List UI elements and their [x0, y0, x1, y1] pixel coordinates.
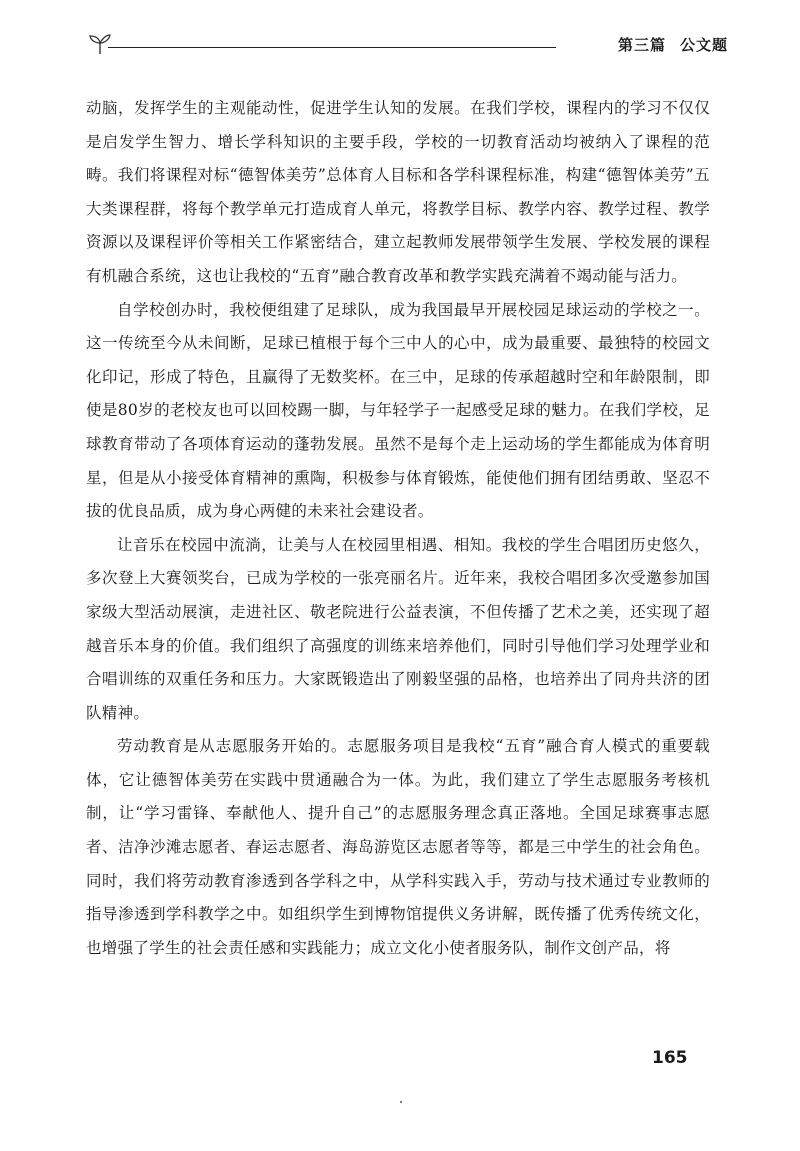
header-title	[618, 34, 728, 55]
header-section: 公文题	[679, 36, 728, 54]
running-header	[88, 32, 728, 62]
sprout-icon	[88, 32, 112, 56]
paragraph-1: 动脑，发挥学生的主观能动性，促进学生认知的发展。在我们学校，课程内的学习不仅仅是启发学生智力、增长学科知识的主要手段，学校的一切教育活动均被纳入了课程的范畴。我们将课程对标“德智体美劳”总体育人目标和各学科课程标准，构建“德智体美劳”五大类课程群，将每个教学单元打造成育人单元，将教学目标、教学内容、教学过程、教学资源以及课程评价等相关工作紧密结合，建立起教师发展带领学生发展、学校发展的课程有机融合系统，这也让我校的“五育”融合教育改革和教学实践充满着不竭动能与活力。	[86, 99, 710, 285]
page-number: 165	[652, 1048, 688, 1068]
article-body	[86, 92, 710, 965]
header-part: 第三篇	[617, 36, 666, 54]
header-rule	[108, 47, 556, 48]
paragraph-4: 劳动教育是从志愿服务开始的。志愿服务项目是我校“五育”融合育人模式的重要载体，它让德智体美劳在实践中贯通融合为一体。为此，我们建立了学生志愿服务考核机制，让“学习雷锋、奉献他人、提升自己”的志愿服务理念真正落地。全国足球赛事志愿者、洁净沙滩志愿者、春运志愿者、海岛游览区志愿者等等，都是三中学生的社会角色。同时，我们将劳动教育渗透到各学科之中，从学科实践入手，劳动与技术通过专业教师的指导渗透到学科教学之中。如组织学生到博物馆提供义务讲解，既传播了优秀传统文化，也增强了学生的社会责任感和实践能力；成立文化小使者服务队，制作文创产品，将	[86, 737, 710, 957]
paragraph-3: 让音乐在校园中流淌，让美与人在校园里相遇、相知。我校的学生合唱团历史悠久，多次登上大赛领奖台，已成为学校的一张亮丽名片。近年来，我校合唱团多次受邀参加国家级大型活动展演，走进社区、敬老院进行公益表演，不但传播了艺术之美，还实现了超越音乐本身的价值。我们组织了高强度的训练来培养他们，同时引导他们学习处理学业和合唱训练的双重任务和压力。大家既锻造出了刚毅坚强的品格，也培养出了同舟共济的团队精神。	[86, 535, 710, 722]
scan-speck	[400, 1101, 402, 1103]
paragraph-2: 自学校创办时，我校便组建了足球队，成为我国最早开展校园足球运动的学校之一。这一传统至今从未间断，足球已植根于每个三中人的心中，成为最重要、最独特的校园文化印记，形成了特色，且赢得了无数奖杯。在三中，足球的传承超越时空和年龄限制，即使是80岁的老校友也可以回校踢一脚，与年轻学子一起感受足球的魅力。在我们学校，足球教育带动了各项体育运动的蓬勃发展。虽然不是每个走上运动场的学生都能成为体育明星，但是从小接受体育精神的熏陶，积极参与体育锻炼，能使他们拥有团结勇敢、坚忍不拔的优良品质，成为身心两健的未来社会建设者。	[86, 300, 710, 521]
